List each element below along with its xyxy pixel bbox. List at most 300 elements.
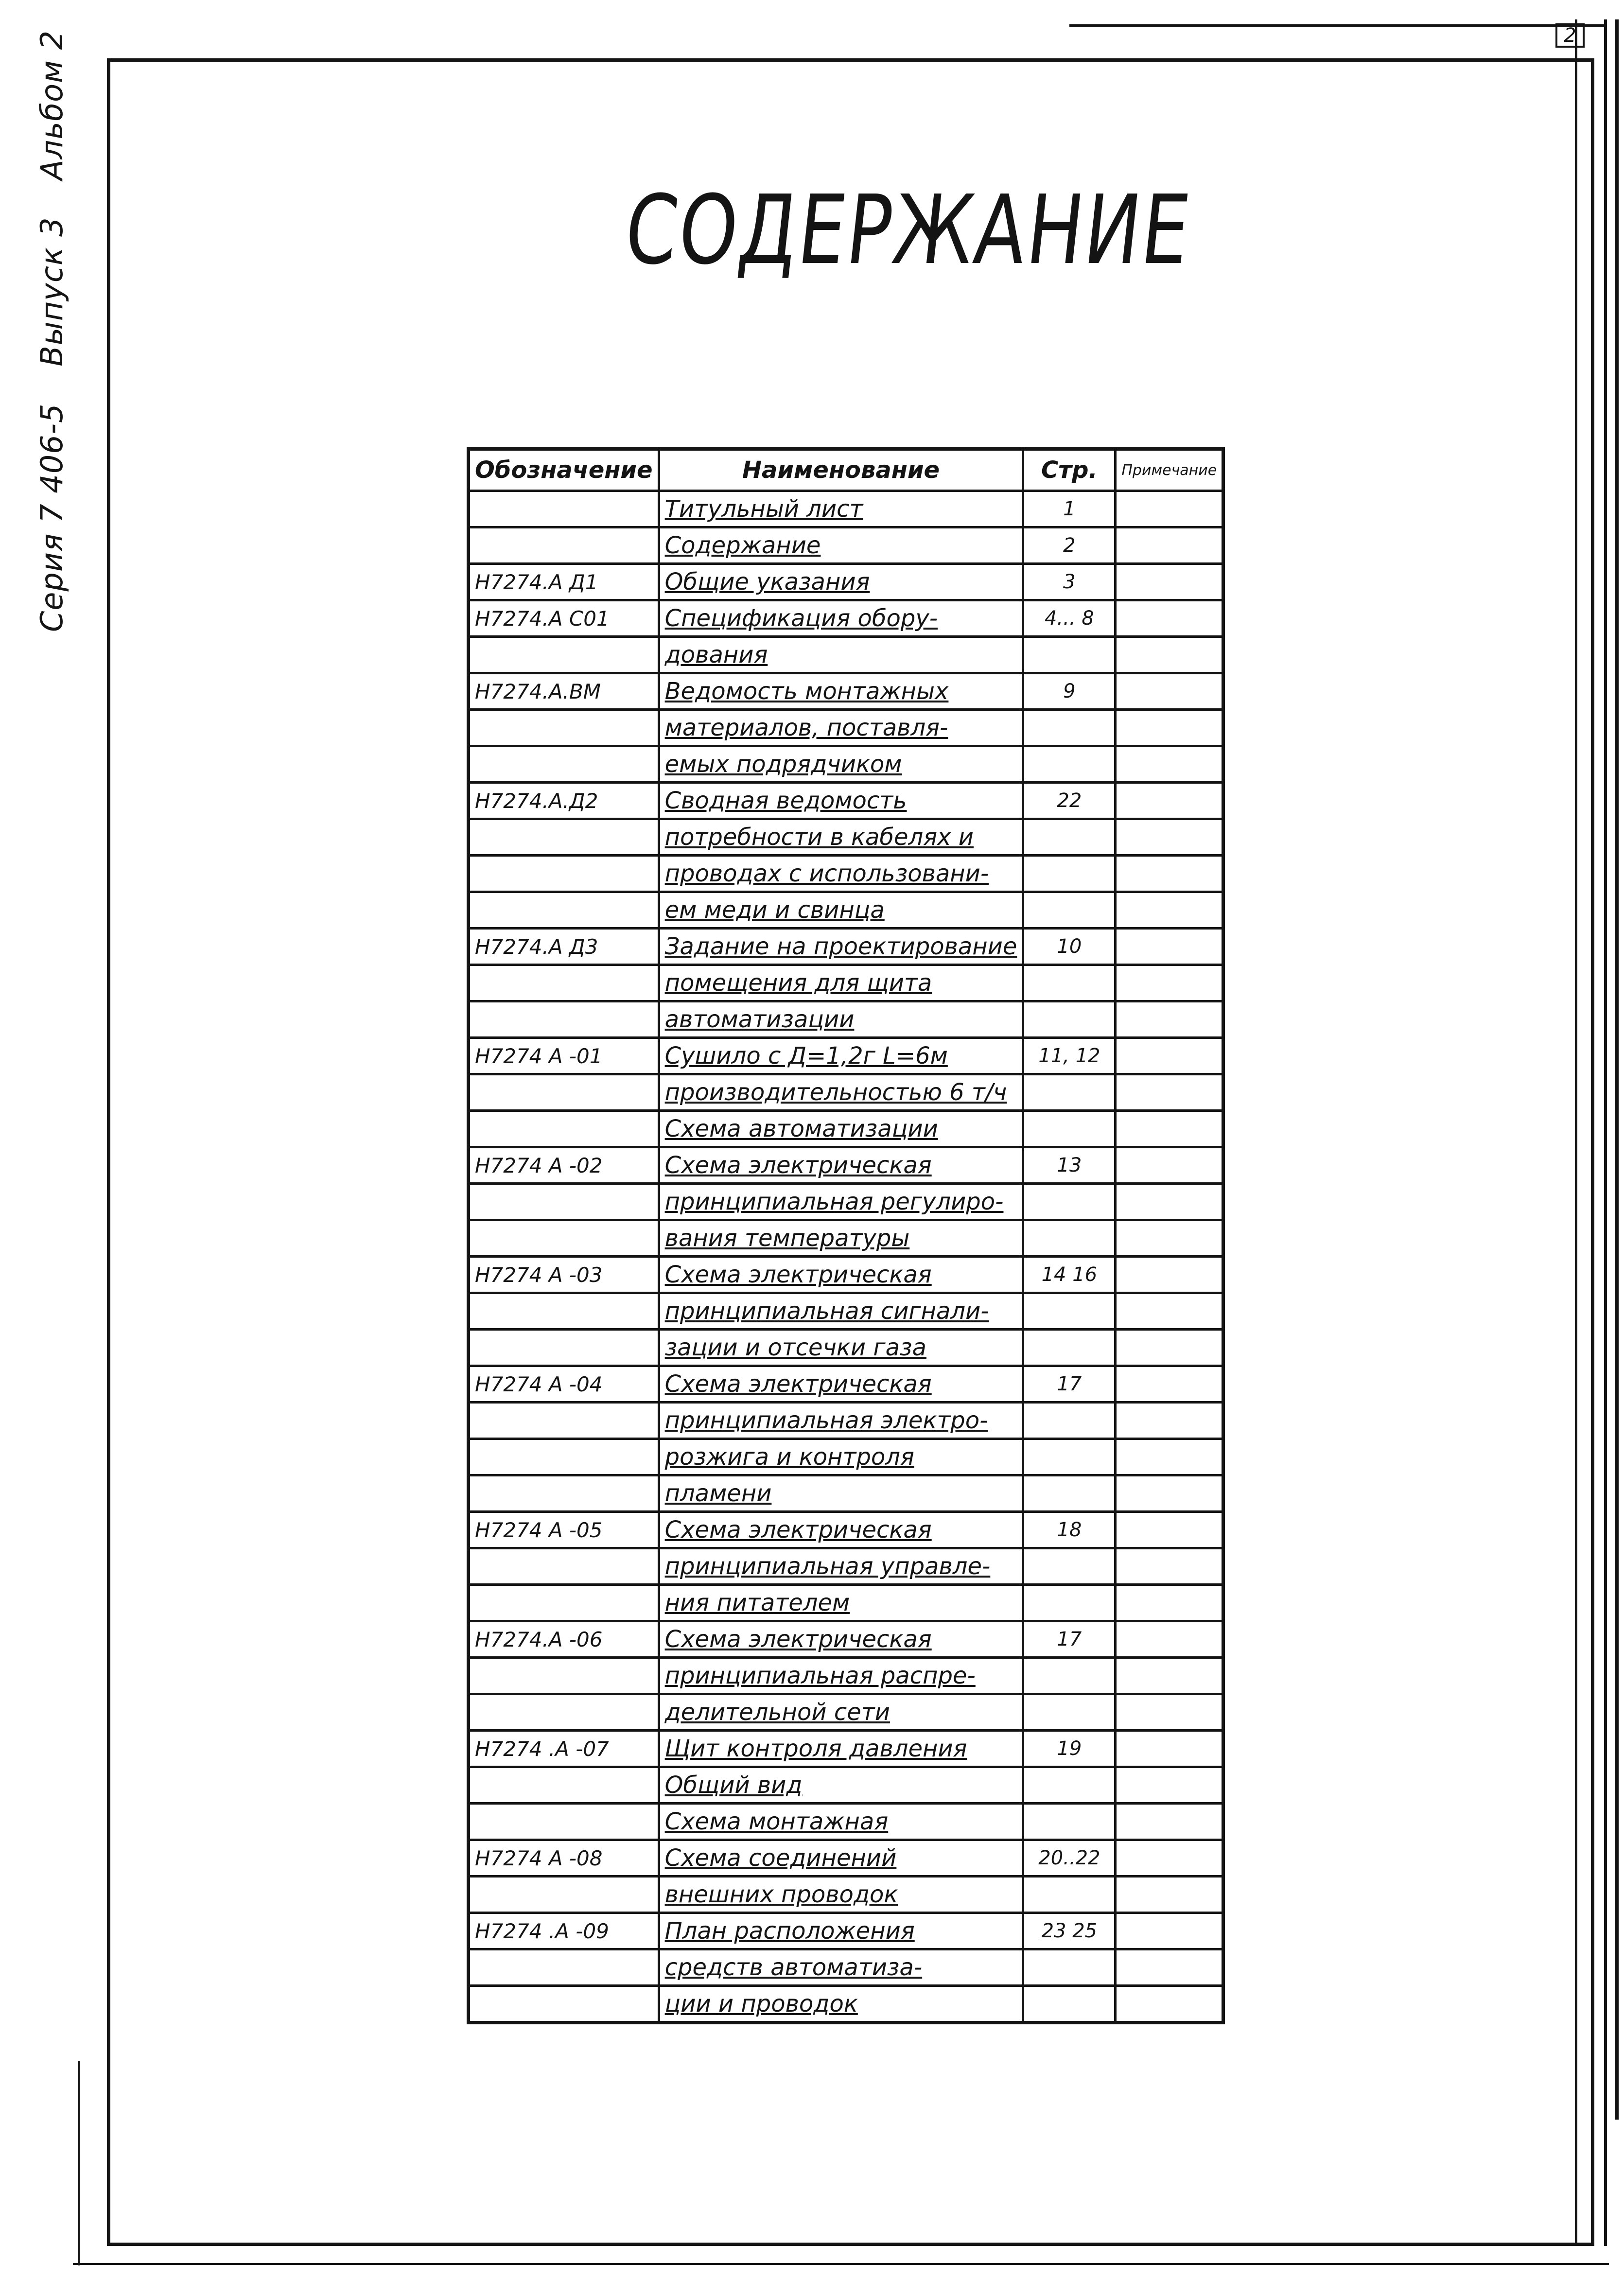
cell-name bbox=[659, 1804, 1023, 1840]
cell-name-text: Щит контроля давления bbox=[664, 1735, 967, 1762]
cell-code bbox=[469, 1767, 659, 1804]
table-row bbox=[469, 783, 1223, 819]
cell-note bbox=[1116, 1366, 1223, 1403]
cell-name bbox=[659, 1001, 1023, 1038]
cell-name-text: производительностью 6 т/ч bbox=[664, 1079, 1007, 1106]
cell-page bbox=[1023, 527, 1116, 564]
table-row bbox=[469, 1694, 1223, 1731]
cell-code bbox=[469, 1913, 659, 1949]
cell-name-text: Общие указания bbox=[664, 568, 870, 596]
cell-name-text: Схема электрическая bbox=[664, 1261, 932, 1288]
cell-note bbox=[1116, 1330, 1223, 1366]
cell-name bbox=[659, 929, 1023, 965]
cell-page-text: 4... 8 bbox=[1044, 607, 1094, 630]
cell-note bbox=[1116, 1293, 1223, 1330]
cell-name bbox=[659, 1694, 1023, 1731]
cell-name-text: Схема автоматизации bbox=[664, 1115, 938, 1142]
cell-code bbox=[469, 892, 659, 929]
cell-page-text: 23 25 bbox=[1041, 1920, 1098, 1942]
cell-page bbox=[1023, 856, 1116, 892]
cell-name bbox=[659, 1220, 1023, 1257]
table-row bbox=[469, 564, 1223, 600]
cell-name bbox=[659, 965, 1023, 1001]
cell-name bbox=[659, 856, 1023, 892]
cell-code bbox=[469, 1330, 659, 1366]
table-row bbox=[469, 1986, 1223, 2023]
cell-name bbox=[659, 1403, 1023, 1439]
frame-right-line bbox=[1615, 19, 1619, 2120]
table-row bbox=[469, 1403, 1223, 1439]
table-row bbox=[469, 819, 1223, 856]
cell-code-text: Н7274 А -04 bbox=[475, 1372, 603, 1396]
cell-name bbox=[659, 1184, 1023, 1220]
table-row bbox=[469, 1658, 1223, 1694]
cell-page-text: 2 bbox=[1063, 534, 1076, 557]
cell-name bbox=[659, 637, 1023, 673]
cell-note bbox=[1116, 1220, 1223, 1257]
cell-page-text: 17 bbox=[1057, 1373, 1082, 1395]
cell-name bbox=[659, 1913, 1023, 1949]
cell-code bbox=[469, 600, 659, 637]
cell-name bbox=[659, 1439, 1023, 1475]
cell-code bbox=[469, 1475, 659, 1512]
cell-page bbox=[1023, 1038, 1116, 1074]
table-row bbox=[469, 1475, 1223, 1512]
cell-code bbox=[469, 1621, 659, 1658]
cell-page bbox=[1023, 1403, 1116, 1439]
cell-page-text: 17 bbox=[1057, 1628, 1082, 1650]
cell-code bbox=[469, 1257, 659, 1293]
cell-code bbox=[469, 1731, 659, 1767]
cell-code bbox=[469, 1111, 659, 1147]
cell-page bbox=[1023, 1949, 1116, 1986]
cell-code bbox=[469, 527, 659, 564]
cell-name-text: ции и проводок bbox=[664, 1990, 858, 2018]
cell-name-text: принципиальная сигнали- bbox=[664, 1298, 989, 1325]
cell-name bbox=[659, 1585, 1023, 1621]
cell-page bbox=[1023, 783, 1116, 819]
cell-name-text: Схема электрическая bbox=[664, 1152, 932, 1179]
cell-code-text: Н7274.А.ВМ bbox=[475, 679, 601, 703]
cell-name-text: Сводная ведомость bbox=[664, 787, 907, 814]
cell-note bbox=[1116, 1840, 1223, 1877]
cell-code-text: Н7274 .А -07 bbox=[475, 1737, 609, 1761]
cell-name-text: Ведомость монтажных bbox=[664, 678, 949, 705]
cell-code bbox=[469, 1658, 659, 1694]
table-row bbox=[469, 1913, 1223, 1949]
cell-code bbox=[469, 1986, 659, 2023]
cell-page bbox=[1023, 819, 1116, 856]
cell-code-text: Н7274.А.Д2 bbox=[475, 789, 598, 813]
cell-page-text: 20..22 bbox=[1038, 1847, 1100, 1869]
cell-page-text: 13 bbox=[1057, 1154, 1082, 1176]
cell-name bbox=[659, 1548, 1023, 1585]
cell-note bbox=[1116, 1694, 1223, 1731]
cell-code-text: Н7274.А -06 bbox=[475, 1627, 603, 1651]
cell-page-text: 10 bbox=[1057, 935, 1082, 958]
cell-note bbox=[1116, 1147, 1223, 1184]
cell-page bbox=[1023, 1986, 1116, 2023]
cell-code bbox=[469, 1293, 659, 1330]
table-row bbox=[469, 892, 1223, 929]
table-row bbox=[469, 600, 1223, 637]
cell-note bbox=[1116, 637, 1223, 673]
cell-note bbox=[1116, 856, 1223, 892]
cell-name bbox=[659, 710, 1023, 746]
cell-page-text: 22 bbox=[1057, 790, 1082, 812]
cell-name bbox=[659, 1621, 1023, 1658]
cell-name-text: принципиальная распре- bbox=[664, 1662, 976, 1689]
cell-name-text: помещения для щита bbox=[664, 969, 932, 997]
cell-name bbox=[659, 1366, 1023, 1403]
cell-name-text: принципиальная регулиро- bbox=[664, 1188, 1004, 1215]
table-row bbox=[469, 1840, 1223, 1877]
cell-code bbox=[469, 1694, 659, 1731]
cell-name-text: материалов, поставля- bbox=[664, 714, 948, 741]
table-row bbox=[469, 1257, 1223, 1293]
side-label bbox=[34, 3, 70, 632]
cell-name-text: принципиальная электро- bbox=[664, 1407, 988, 1434]
cell-name-text: внешних проводок bbox=[664, 1881, 898, 1908]
cell-name bbox=[659, 1293, 1023, 1330]
cell-name-text: автоматизации bbox=[664, 1006, 855, 1033]
cell-code bbox=[469, 1548, 659, 1585]
cell-code bbox=[469, 710, 659, 746]
cell-note bbox=[1116, 1074, 1223, 1111]
cell-page bbox=[1023, 1366, 1116, 1403]
cell-name bbox=[659, 527, 1023, 564]
cell-code-text: Н7274 А -01 bbox=[475, 1044, 603, 1068]
table-row bbox=[469, 1949, 1223, 1986]
cell-name-text: пламени bbox=[664, 1480, 772, 1507]
cell-page bbox=[1023, 1330, 1116, 1366]
cell-code bbox=[469, 856, 659, 892]
cell-note bbox=[1116, 600, 1223, 637]
header-page: Стр. bbox=[1023, 449, 1116, 491]
table-row bbox=[469, 491, 1223, 527]
cell-code-text: Н7274.А С01 bbox=[475, 606, 610, 631]
cell-code bbox=[469, 819, 659, 856]
cell-code-text: Н7274 А -03 bbox=[475, 1263, 603, 1287]
cell-page-text: 11, 12 bbox=[1038, 1045, 1100, 1067]
cell-page bbox=[1023, 892, 1116, 929]
cell-code bbox=[469, 1366, 659, 1403]
cell-note bbox=[1116, 1439, 1223, 1475]
cell-name bbox=[659, 1986, 1023, 2023]
album-label: Альбом 2 bbox=[34, 30, 70, 180]
cell-name bbox=[659, 783, 1023, 819]
cell-name bbox=[659, 819, 1023, 856]
cell-page bbox=[1023, 600, 1116, 637]
frame-top-line bbox=[1069, 24, 1604, 27]
cell-name bbox=[659, 746, 1023, 783]
cell-code bbox=[469, 965, 659, 1001]
table-row bbox=[469, 1585, 1223, 1621]
cell-code-text: Н7274.А Д3 bbox=[475, 934, 598, 959]
cell-note bbox=[1116, 527, 1223, 564]
cell-name-text: Сушило с Д=1,2г L=6м bbox=[664, 1042, 948, 1070]
header-code: Обозначение bbox=[469, 449, 659, 491]
cell-code bbox=[469, 1840, 659, 1877]
series-label: Серия 7 406-5 bbox=[34, 403, 70, 632]
cell-note bbox=[1116, 929, 1223, 965]
cell-page bbox=[1023, 1293, 1116, 1330]
header-name: Наименование bbox=[659, 449, 1023, 491]
cell-note bbox=[1116, 892, 1223, 929]
cell-note bbox=[1116, 1038, 1223, 1074]
cell-code bbox=[469, 1184, 659, 1220]
cell-name bbox=[659, 1111, 1023, 1147]
cell-name-text: розжига и контроля bbox=[664, 1443, 914, 1471]
cell-name-text: вания температуры bbox=[664, 1225, 910, 1252]
cell-note bbox=[1116, 491, 1223, 527]
cell-page bbox=[1023, 1512, 1116, 1548]
cell-name-text: Схема электрическая bbox=[664, 1370, 932, 1398]
page-title: СОДЕРЖАНИЕ bbox=[620, 175, 1197, 286]
frame-left-line bbox=[78, 2061, 80, 2265]
cell-page bbox=[1023, 637, 1116, 673]
cell-note bbox=[1116, 1804, 1223, 1840]
cell-code bbox=[469, 1512, 659, 1548]
cell-note bbox=[1116, 1184, 1223, 1220]
cell-note bbox=[1116, 1767, 1223, 1804]
cell-note bbox=[1116, 783, 1223, 819]
cell-page-text: 3 bbox=[1063, 571, 1076, 593]
cell-note bbox=[1116, 564, 1223, 600]
cell-page bbox=[1023, 1913, 1116, 1949]
cell-page bbox=[1023, 1658, 1116, 1694]
cell-page-text: 18 bbox=[1057, 1519, 1082, 1541]
cell-code bbox=[469, 783, 659, 819]
cell-name-text: Задание на проектирование bbox=[664, 933, 1017, 960]
cell-page bbox=[1023, 1439, 1116, 1475]
cell-name bbox=[659, 1074, 1023, 1111]
cell-note bbox=[1116, 1731, 1223, 1767]
table-row bbox=[469, 527, 1223, 564]
table-row bbox=[469, 1074, 1223, 1111]
table-row bbox=[469, 1111, 1223, 1147]
cell-name bbox=[659, 1731, 1023, 1767]
cell-name-text: ния питателем bbox=[664, 1589, 850, 1616]
cell-name bbox=[659, 1475, 1023, 1512]
cell-note bbox=[1116, 1475, 1223, 1512]
cell-name-text: проводах с использовани- bbox=[664, 860, 989, 887]
table-row bbox=[469, 1731, 1223, 1767]
table-row bbox=[469, 1804, 1223, 1840]
cell-note bbox=[1116, 819, 1223, 856]
cell-name bbox=[659, 491, 1023, 527]
cell-page bbox=[1023, 1257, 1116, 1293]
cell-code bbox=[469, 1585, 659, 1621]
cell-page bbox=[1023, 491, 1116, 527]
header-note: Примечание bbox=[1116, 449, 1223, 491]
cell-page-text: 9 bbox=[1063, 680, 1076, 702]
cell-name bbox=[659, 892, 1023, 929]
cell-page bbox=[1023, 929, 1116, 965]
cell-page bbox=[1023, 1220, 1116, 1257]
cell-name bbox=[659, 1767, 1023, 1804]
table-row bbox=[469, 1001, 1223, 1038]
contents-table-body bbox=[469, 491, 1223, 2023]
cell-name-text: Схема электрическая bbox=[664, 1626, 932, 1653]
cell-code bbox=[469, 1038, 659, 1074]
cell-name-text: средств автоматиза- bbox=[664, 1954, 923, 1981]
cell-page bbox=[1023, 1621, 1116, 1658]
table-row bbox=[469, 1038, 1223, 1074]
cell-name-text: План расположения bbox=[664, 1917, 915, 1945]
cell-name bbox=[659, 564, 1023, 600]
table-row bbox=[469, 1184, 1223, 1220]
cell-note bbox=[1116, 746, 1223, 783]
cell-note bbox=[1116, 1949, 1223, 1986]
cell-name bbox=[659, 1949, 1023, 1986]
table-row bbox=[469, 856, 1223, 892]
table-row bbox=[469, 1293, 1223, 1330]
cell-name bbox=[659, 1840, 1023, 1877]
cell-code bbox=[469, 1403, 659, 1439]
cell-name-text: Схема соединений bbox=[664, 1844, 897, 1872]
cell-page bbox=[1023, 1111, 1116, 1147]
cell-code bbox=[469, 491, 659, 527]
cell-code-text: Н7274.А Д1 bbox=[475, 570, 598, 594]
cell-note bbox=[1116, 673, 1223, 710]
contents-table bbox=[467, 447, 1225, 2024]
cell-code-text: Н7274 А -08 bbox=[475, 1846, 603, 1870]
cell-code-text: Н7274 А -05 bbox=[475, 1518, 603, 1542]
table-row bbox=[469, 1439, 1223, 1475]
cell-note bbox=[1116, 1621, 1223, 1658]
cell-page bbox=[1023, 1184, 1116, 1220]
cell-note bbox=[1116, 1548, 1223, 1585]
cell-code bbox=[469, 1074, 659, 1111]
table-row bbox=[469, 929, 1223, 965]
frame-right-line bbox=[1575, 19, 1577, 2246]
cell-code bbox=[469, 929, 659, 965]
cell-page bbox=[1023, 1147, 1116, 1184]
table-row bbox=[469, 710, 1223, 746]
cell-page bbox=[1023, 564, 1116, 600]
cell-code-text: Н7274 .А -09 bbox=[475, 1919, 609, 1943]
cell-note bbox=[1116, 1001, 1223, 1038]
cell-page bbox=[1023, 1731, 1116, 1767]
cell-page bbox=[1023, 1840, 1116, 1877]
cell-page bbox=[1023, 1585, 1116, 1621]
cell-code bbox=[469, 673, 659, 710]
cell-name-text: емых подрядчиком bbox=[664, 751, 902, 778]
table-row bbox=[469, 965, 1223, 1001]
cell-code bbox=[469, 1220, 659, 1257]
cell-note bbox=[1116, 1585, 1223, 1621]
table-header-row bbox=[469, 449, 1223, 491]
cell-page bbox=[1023, 1694, 1116, 1731]
cell-name-text: Схема электрическая bbox=[664, 1516, 932, 1544]
cell-page bbox=[1023, 1475, 1116, 1512]
cell-page bbox=[1023, 710, 1116, 746]
cell-page-text: 19 bbox=[1057, 1737, 1082, 1760]
cell-code bbox=[469, 1877, 659, 1913]
cell-name-text: Титульный лист bbox=[664, 495, 863, 523]
cell-code bbox=[469, 746, 659, 783]
cell-name-text: зации и отсечки газа bbox=[664, 1334, 926, 1361]
table-row bbox=[469, 1512, 1223, 1548]
table-row bbox=[469, 1220, 1223, 1257]
cell-name-text: Спецификация обору- bbox=[664, 605, 938, 632]
table-row bbox=[469, 673, 1223, 710]
cell-note bbox=[1116, 1877, 1223, 1913]
sheet-number: 2 bbox=[1555, 23, 1585, 48]
cell-code bbox=[469, 564, 659, 600]
cell-name bbox=[659, 1877, 1023, 1913]
cell-note bbox=[1116, 965, 1223, 1001]
cell-name bbox=[659, 1147, 1023, 1184]
cell-page bbox=[1023, 1877, 1116, 1913]
cell-page bbox=[1023, 1804, 1116, 1840]
cell-page bbox=[1023, 1001, 1116, 1038]
cell-note bbox=[1116, 1512, 1223, 1548]
table-row bbox=[469, 1621, 1223, 1658]
cell-page-text: 1 bbox=[1063, 498, 1076, 520]
cell-name-text: Схема монтажная bbox=[664, 1808, 889, 1835]
table-row bbox=[469, 637, 1223, 673]
cell-page bbox=[1023, 965, 1116, 1001]
cell-name bbox=[659, 673, 1023, 710]
cell-page bbox=[1023, 673, 1116, 710]
cell-code bbox=[469, 1804, 659, 1840]
table-row bbox=[469, 1877, 1223, 1913]
cell-page bbox=[1023, 1074, 1116, 1111]
cell-code bbox=[469, 1147, 659, 1184]
cell-code bbox=[469, 1949, 659, 1986]
cell-name-text: Содержание bbox=[664, 532, 821, 559]
cell-name bbox=[659, 1658, 1023, 1694]
cell-name-text: ем меди и свинца bbox=[664, 896, 885, 924]
cell-page bbox=[1023, 1548, 1116, 1585]
cell-note bbox=[1116, 1257, 1223, 1293]
cell-name-text: принципиальная управле- bbox=[664, 1553, 991, 1580]
cell-code bbox=[469, 1001, 659, 1038]
table-row bbox=[469, 1330, 1223, 1366]
cell-code bbox=[469, 1439, 659, 1475]
cell-code-text: Н7274 А -02 bbox=[475, 1153, 603, 1177]
cell-page-text: 14 16 bbox=[1041, 1263, 1098, 1286]
cell-note bbox=[1116, 710, 1223, 746]
cell-code bbox=[469, 637, 659, 673]
cell-name-text: дования bbox=[664, 641, 768, 668]
table-row bbox=[469, 1767, 1223, 1804]
table-row bbox=[469, 1366, 1223, 1403]
cell-name bbox=[659, 1512, 1023, 1548]
cell-name-text: делительной сети bbox=[664, 1699, 890, 1726]
cell-name-text: потребности в кабелях и bbox=[664, 824, 974, 851]
cell-name bbox=[659, 600, 1023, 637]
cell-name bbox=[659, 1038, 1023, 1074]
cell-note bbox=[1116, 1986, 1223, 2023]
issue-label: Выпуск 3 bbox=[34, 217, 70, 367]
cell-note bbox=[1116, 1658, 1223, 1694]
cell-name-text: Общий вид bbox=[664, 1772, 803, 1799]
frame-bottom-line bbox=[73, 2263, 1609, 2265]
cell-page bbox=[1023, 1767, 1116, 1804]
table-row bbox=[469, 1548, 1223, 1585]
table-row bbox=[469, 1147, 1223, 1184]
cell-note bbox=[1116, 1111, 1223, 1147]
cell-note bbox=[1116, 1913, 1223, 1949]
cell-note bbox=[1116, 1403, 1223, 1439]
frame-right-line bbox=[1604, 19, 1607, 2246]
cell-page bbox=[1023, 746, 1116, 783]
table-row bbox=[469, 746, 1223, 783]
cell-name bbox=[659, 1257, 1023, 1293]
